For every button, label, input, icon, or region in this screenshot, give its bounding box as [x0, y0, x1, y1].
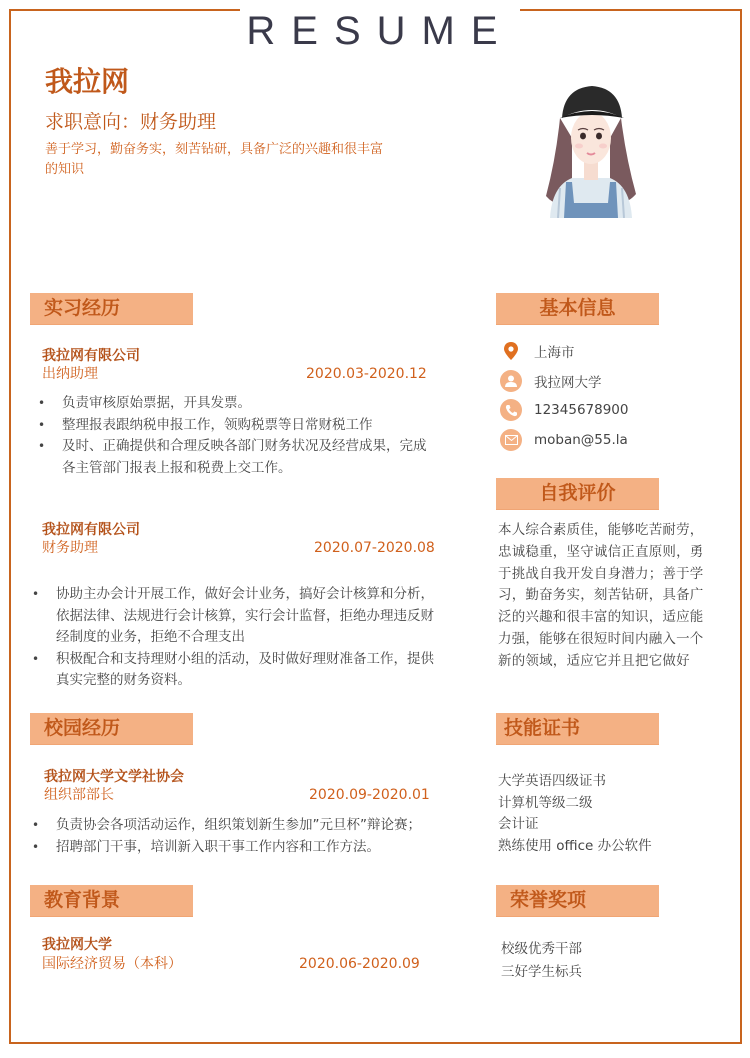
skill-item: 计算机等级二级 [498, 794, 593, 811]
internship-2-duties [32, 584, 442, 692]
section-heading-self-evaluation: 自我评价 [496, 478, 659, 510]
campus-1-role: 组织部部长 [44, 787, 114, 803]
honor-item: 三好学生标兵 [501, 964, 582, 980]
avatar-illustration-icon [538, 78, 643, 218]
campus-1-org: 我拉网大学文学社协会 [44, 769, 184, 785]
internship-1-date: 2020.03-2020.12 [306, 366, 427, 382]
skill-item: 会计证 [498, 816, 539, 832]
contact-location [500, 339, 730, 363]
internship-2-date: 2020.07-2020.08 [314, 540, 435, 556]
section-heading-campus: 校园经历 [30, 713, 193, 745]
internship-1-company: 我拉网有限公司 [42, 348, 140, 364]
skill-item: 大学英语四级证书 [498, 773, 606, 789]
contact-school [500, 369, 730, 393]
mail-icon [500, 429, 522, 451]
duty-item: • 协助主办会计开展工作，做好会计业务，搞好会计核算和分析，依据法律、法规进行会计核算，实行会计监督，拒绝办理违反财经制度的业务，拒绝不合理支出 [32, 584, 442, 649]
internship-1-role: 出纳助理 [42, 366, 98, 382]
campus-1-date: 2020.09-2020.01 [309, 787, 430, 803]
section-heading-skills: 技能证书 [496, 713, 659, 745]
self-evaluation-text: 本人综合素质佳，能够吃苦耐劳，忠诚稳重，坚守诚信正直原则，勇于挑战自我开发自身潜力；善于学习，勤奋务实，刻苦钻研，具备广泛的兴趣和很丰富的知识，适应能力强，能够在很短时间内融入一个新的领域，适应它并且把它做好 [498, 522, 704, 669]
education-school: 我拉网大学 [42, 937, 112, 953]
resume-title-text: RESUME [240, 9, 519, 53]
skill-item: 熟练使用 office 办公软件 [498, 837, 652, 854]
tagline: 善于学习，勤奋务实，刻苦钻研，具备广泛的兴趣和很丰富的知识 [45, 142, 384, 177]
duty-item: • 整理报表跟纳税申报工作，领购税票等日常财税工作 [38, 415, 428, 437]
campus-1-duties [32, 815, 452, 858]
internship-2-role: 财务助理 [42, 540, 98, 556]
contact-email-text: moban@55.la [534, 432, 628, 448]
duty-item: • 积极配合和支持理财小组的活动，及时做好理财准备工作，提供真实完整的财务资料。 [32, 649, 442, 692]
person-icon [500, 370, 522, 392]
internship-1-duties [38, 393, 428, 479]
location-icon [500, 340, 522, 362]
duty-item: • 及时、正确提供和合理反映各部门财务状况及经营成果，完成各主管部门报表上报和税费上交工作。 [38, 436, 428, 479]
contact-phone [500, 398, 730, 422]
candidate-name: 我拉网 [45, 65, 130, 98]
contact-email [500, 428, 730, 452]
contact-location-text: 上海市 [534, 345, 575, 361]
honor-item: 校级优秀干部 [501, 941, 582, 957]
education-major: 国际经济贸易（本科） [42, 956, 182, 972]
duty-item: • 负责审核原始票据，开具发票。 [38, 393, 428, 415]
section-heading-internship: 实习经历 [30, 293, 193, 325]
avatar [538, 78, 643, 218]
honors-list [501, 938, 582, 984]
skills-list [498, 771, 652, 857]
duty-item: • 招聘部门干事，培训新入职干事工作内容和工作方法。 [32, 837, 452, 859]
section-heading-honors: 荣誉奖项 [496, 885, 659, 917]
education-date: 2020.06-2020.09 [299, 956, 420, 972]
section-heading-basic-info: 基本信息 [496, 293, 659, 325]
section-heading-education: 教育背景 [30, 885, 193, 917]
duty-item: • 负责协会各项活动运作，组织策划新生参加”元旦杯”辩论赛； [32, 815, 452, 837]
internship-2-company: 我拉网有限公司 [42, 522, 140, 538]
contact-school-text: 我拉网大学 [534, 375, 602, 391]
phone-icon [500, 399, 522, 421]
resume-title [0, 6, 750, 56]
contact-phone-text: 12345678900 [534, 402, 629, 418]
job-intent: 求职意向：财务助理 [45, 111, 217, 133]
